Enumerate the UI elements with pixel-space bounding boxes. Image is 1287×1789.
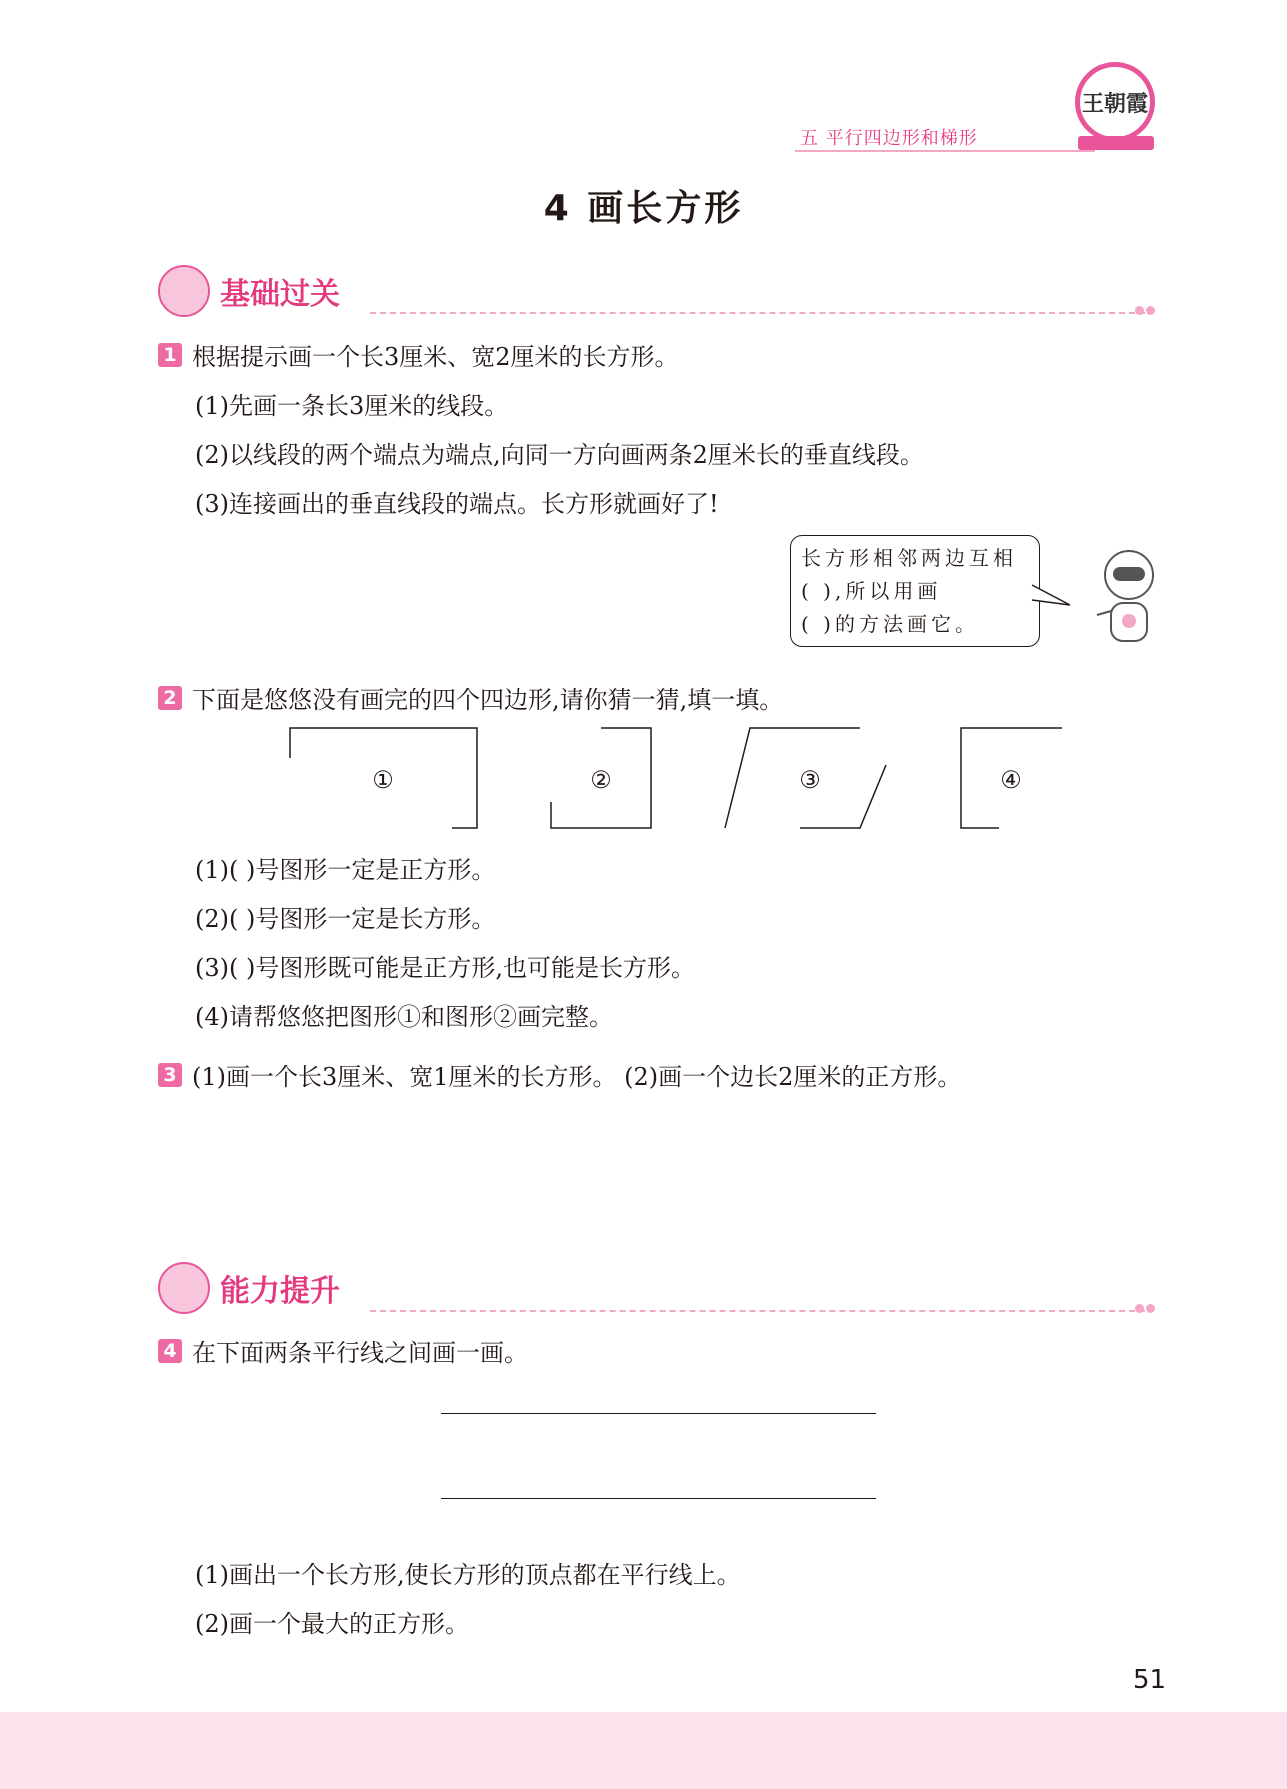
parallel-line-top: [441, 1413, 876, 1414]
section-divider: [370, 1310, 1145, 1312]
question-4: [158, 1333, 528, 1368]
section-header-basic: [158, 265, 340, 317]
question-number: 4: [158, 1339, 182, 1363]
question-2: [158, 680, 783, 715]
question-text: 在下面两条平行线之间画一画。: [192, 1339, 528, 1367]
lesson-title: 4 画长方形: [543, 188, 744, 229]
shape-label: ②: [590, 766, 612, 794]
section-label: 能力提升: [220, 1274, 340, 1309]
q4-item: (2)画一个最大的正方形。: [195, 1610, 469, 1638]
bubble-line: 长方形相邻两边互相: [801, 546, 1017, 570]
incomplete-shapes: [0, 720, 1287, 835]
section-divider: [370, 312, 1145, 314]
question-number: 1: [158, 343, 182, 367]
q4-item: (1)画出一个长方形,使长方形的顶点都在平行线上。: [195, 1561, 741, 1589]
shape-label: ①: [372, 766, 394, 794]
girl-avatar-icon: [158, 265, 210, 317]
robot-icon: [1095, 545, 1160, 645]
q1-step: (1)先画一条长3厘米的线段。: [195, 392, 509, 420]
speech-bubble: [790, 535, 1040, 647]
q2-item: (3)( )号图形既可能是正方形,也可能是长方形。: [195, 954, 695, 982]
dots-icon: [1135, 1298, 1159, 1310]
shape-label: ③: [799, 766, 821, 794]
girl-avatar-icon: [158, 1262, 210, 1314]
q2-item: (2)( )号图形一定是长方形。: [195, 905, 496, 933]
brand-logo: [1075, 62, 1155, 142]
question-1: [158, 337, 679, 372]
bubble-line: ( ),所以用画: [801, 579, 942, 603]
shape-label: ④: [1000, 766, 1022, 794]
question-text: 根据提示画一个长3厘米、宽2厘米的长方形。: [192, 343, 679, 371]
q1-step: (3)连接画出的垂直线段的端点。长方形就画好了!: [195, 490, 719, 518]
dots-icon: [1135, 300, 1159, 312]
q2-item: (1)( )号图形一定是正方形。: [195, 856, 496, 884]
footer-band: [0, 1712, 1287, 1789]
shape-3-outline: [725, 728, 860, 828]
chapter-underline: [795, 150, 1095, 152]
logo-ribbon: [1078, 136, 1154, 150]
question-3: [158, 1057, 961, 1092]
question-text: 下面是悠悠没有画完的四个四边形,请你猜一猜,填一填。: [192, 686, 784, 714]
section-header-advanced: [158, 1262, 340, 1314]
parallel-line-bottom: [441, 1498, 876, 1499]
page-number: 51: [1133, 1665, 1167, 1695]
question-text: (1)画一个长3厘米、宽1厘米的长方形。 (2)画一个边长2厘米的正方形。: [192, 1063, 962, 1091]
section-label: 基础过关: [220, 277, 340, 312]
question-number: 3: [158, 1063, 182, 1087]
q2-item: (4)请帮悠悠把图形①和图形②画完整。: [195, 1003, 613, 1031]
bubble-line: ( )的方法画它。: [801, 612, 979, 636]
question-number: 2: [158, 686, 182, 710]
chapter-title: 五 平行四边形和梯形: [800, 128, 978, 149]
bubble-tail: [1030, 575, 1090, 615]
q1-step: (2)以线段的两个端点为端点,向同一方向画两条2厘米长的垂直线段。: [195, 441, 924, 469]
logo-text: 王朝霞: [1081, 90, 1148, 117]
